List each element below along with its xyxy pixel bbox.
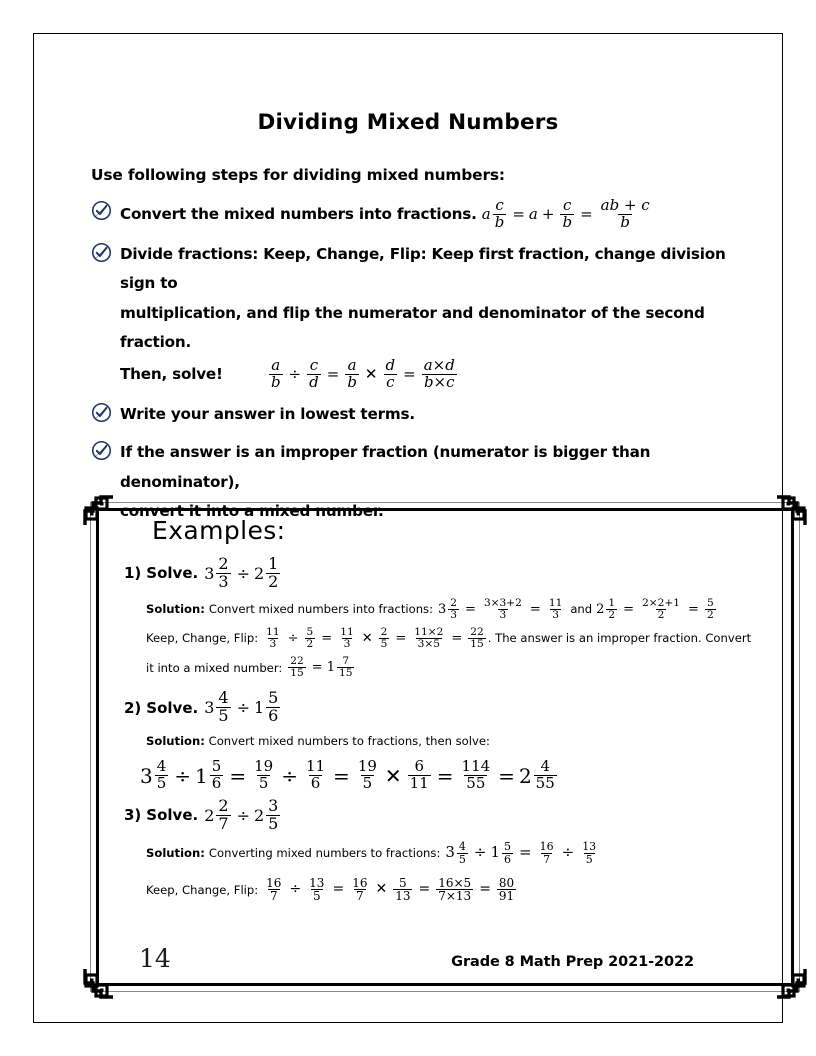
page-number: 14 xyxy=(139,944,171,973)
example-3-question xyxy=(124,795,784,833)
example-2-problem: 3 $\frac{4}{5}$ ÷ 1 $\frac{5}{6}$ xyxy=(204,688,279,726)
example-2-question xyxy=(124,690,784,725)
example-number: 2) xyxy=(124,698,142,717)
example-1-step-3: $\frac{22}{15}$ = 1 $\frac{7}{15}$ xyxy=(290,655,353,680)
instruction-text: Write your answer in lowest terms. xyxy=(120,404,415,423)
example-1-step-2: $\frac{11}{3}$ ÷ $\frac{5}{2}$ = $\frac{11}{3}$ ✕ $\frac{2}{5}$ = $\frac{11\times 2}{3\times 5}$ = $\frac{22}{15}$ xyxy=(266,625,484,650)
circled-check-icon xyxy=(91,402,112,423)
example-1-solution xyxy=(146,595,784,683)
example-prompt: Solve. xyxy=(146,698,199,717)
circled-check-icon xyxy=(91,440,112,461)
example-3-step-2: $\frac{16}{7}$ ÷ $\frac{13}{5}$ = $\frac{16}{7}$ ✕ $\frac{5}{13}$ = $\frac{16\times 5}{7\times 13}$ = $\frac{80}{91}$ xyxy=(266,875,515,904)
example-3-problem: 2 $\frac{2}{7}$ ÷ 2 $\frac{3}{5}$ xyxy=(204,795,279,833)
example-3-solution xyxy=(146,836,784,905)
instructions-lead: Use following steps for dividing mixed numbers: xyxy=(91,166,505,184)
circled-check-icon xyxy=(91,242,112,263)
circled-check-icon xyxy=(91,200,112,221)
example-prompt: Solve. xyxy=(146,564,199,583)
page-frame xyxy=(33,33,783,1023)
example-number: 3) xyxy=(124,806,142,825)
example-1-problem: 3 $\frac{2}{3}$ ÷ 2 $\frac{1}{2}$ xyxy=(204,554,279,591)
instruction-line-3: Then, solve! xyxy=(120,364,223,383)
examples-content xyxy=(112,516,784,982)
example-1-step-2-note: . The answer is an improper fraction. Convert xyxy=(487,631,752,646)
solution-label: Solution: xyxy=(146,846,205,861)
solution-text: Convert mixed numbers into fractions: xyxy=(208,602,433,617)
example-1-step-3-label: it into a mixed number: xyxy=(146,660,283,675)
keep-change-flip-label: Keep, Change, Flip: xyxy=(146,882,259,897)
example-2-equation-row xyxy=(140,759,784,792)
instruction-item-keep-change-flip xyxy=(91,240,751,391)
instruction-line-1: Divide fractions: Keep, Change, Flip: Keep first fraction, change division sign to xyxy=(120,244,726,293)
solution-text: Converting mixed numbers to fractions: xyxy=(208,846,441,861)
example-number: 1) xyxy=(124,564,142,583)
solution-text: Convert mixed numbers to fractions, then solve: xyxy=(208,733,490,748)
example-prompt: Solve. xyxy=(146,806,199,825)
instruction-item-lowest-terms xyxy=(91,400,751,430)
solution-label: Solution: xyxy=(146,602,205,617)
instruction-line-2: multiplication, and flip the numerator and denominator of the second fraction. xyxy=(120,303,705,352)
page-footer xyxy=(67,944,749,978)
example-2-solution xyxy=(146,729,784,753)
formula-mixed-to-improper: a $\frac{c}{b}$ = a + $\frac{c}{b}$ = $\frac{ab + c}{b}$ xyxy=(481,196,650,231)
formula-keep-change-flip: $\frac{a}{b}$ ÷ $\frac{c}{d}$ = $\frac{a}{b}$ ✕ $\frac{d}{c}$ = $\frac{a\times d}{b\times c}$ xyxy=(270,356,455,391)
examples-box xyxy=(90,502,800,992)
examples-heading: Examples: xyxy=(152,516,286,545)
instructions-section xyxy=(91,166,751,536)
example-1-step-1: 3 $\frac{2}{3}$ = $\frac{3\times 3+2}{3}$ = $\frac{11}{3}$ and 2 $\frac{1}{2}$ = $\frac{2\times 2+1}{2}$ = $\frac{5}{2}$ xyxy=(438,596,714,621)
instruction-item-convert xyxy=(91,198,751,231)
example-1-question xyxy=(124,556,784,591)
instruction-line-1: If the answer is an improper fraction (numerator is bigger than denominator), xyxy=(120,443,651,491)
example-2-equation: 3 $\frac{4}{5}$ ÷ 1 $\frac{5}{6}$ = $\frac{19}{5}$ ÷ $\frac{11}{6}$ = $\frac{19}{5}$ ✕ $\frac{6}{11}$ = $\frac{114}{55}$ = 2 $\frac{4}{55}$ xyxy=(140,757,555,793)
instruction-text xyxy=(120,240,751,391)
instruction-line-2: convert it into a mixed number. xyxy=(120,502,384,521)
footer-label: Grade 8 Math Prep 2021-2022 xyxy=(451,954,694,970)
solution-label: Solution: xyxy=(146,733,205,748)
example-3-step-1: 3 $\frac{4}{5}$ ÷ 1 $\frac{5}{6}$ = $\frac{16}{7}$ ÷ $\frac{13}{5}$ xyxy=(445,840,597,866)
instruction-label: Convert the mixed numbers into fractions. xyxy=(120,204,477,223)
page-title: Dividing Mixed Numbers xyxy=(257,110,559,136)
instruction-text xyxy=(120,198,654,231)
keep-change-flip-label: Keep, Change, Flip: xyxy=(146,631,259,646)
